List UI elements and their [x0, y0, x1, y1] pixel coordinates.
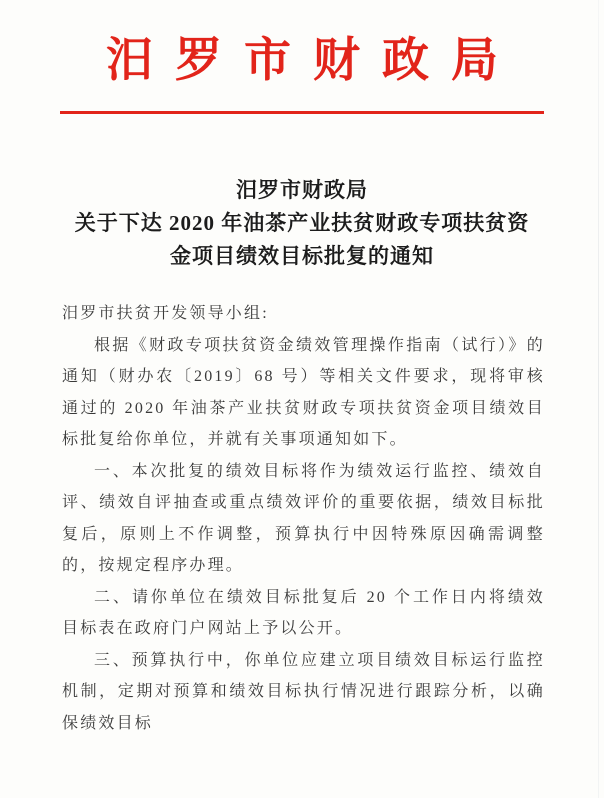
document-title-line-2: 关于下达 2020 年油茶产业扶贫财政专项扶贫资: [74, 211, 530, 235]
letterhead-org-name: 汨罗市财政局: [106, 35, 520, 87]
paragraph-item-2: 二、请你单位在绩效目标批复后 20 个工作日内将绩效目标表在政府门户网站上予以公开。: [62, 588, 545, 637]
salutation: 汨罗市扶贫开发领导小组:: [62, 305, 269, 322]
document-title-line-3: 金项目绩效目标批复的通知: [170, 244, 434, 268]
document-title: [0, 174, 604, 273]
paragraph-item-1: 一、本次批复的绩效目标将作为绩效运行监控、绩效自评、绩效自评抽查或重点绩效评价的重要依据，绩效目标批复后，原则上不作调整，预算执行中因特殊原因确需调整的，按规定程序办理。: [62, 462, 545, 574]
scan-edge-artifact: [598, 0, 599, 798]
paragraph-basis: 根据《财政专项扶贫资金绩效管理操作指南（试行）》的通知（财办农〔2019〕68 号）等相关文件要求，现将审核通过的 2020 年油茶产业扶贫财政专项扶贫资金项目绩效目标批复给你单位，并就有关事项通知如下。: [62, 336, 545, 448]
letterhead-divider: [60, 111, 544, 114]
letterhead: [0, 0, 604, 114]
paragraph-item-3: 三、预算执行中，你单位应建立项目绩效目标运行监控机制，定期对预算和绩效目标执行情况进行跟踪分析，以确保绩效目标: [62, 651, 545, 732]
document-title-line-1: 汨罗市财政局: [236, 178, 368, 202]
document-body: [0, 298, 604, 739]
